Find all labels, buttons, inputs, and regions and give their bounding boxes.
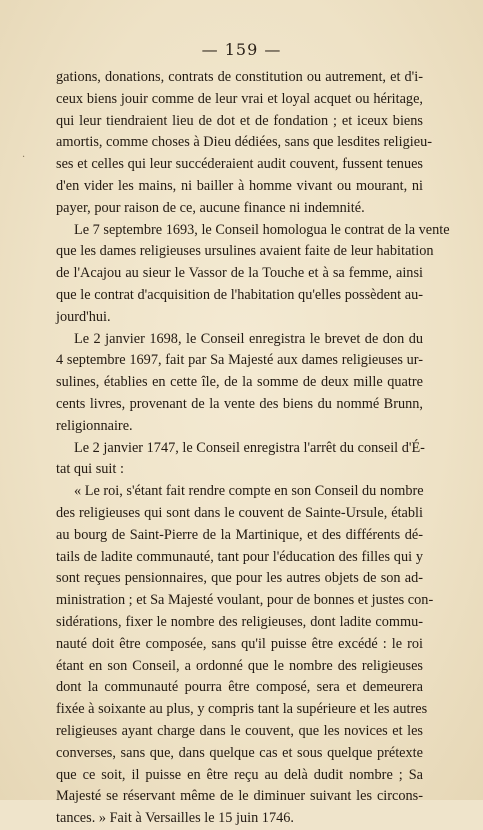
page-number-header: — 159 — (201, 40, 282, 59)
text-line: Majesté se réservant même de le diminuer suivant les circons- (56, 788, 423, 805)
text-line: cents livres, provenant de la vente des biens du nommé Brunn, (56, 395, 423, 412)
text-line: converses, sans que, dans quelque cas et sous quelque prétexte (56, 744, 423, 761)
text-line: Le 2 janvier 1698, le Conseil enregistra le brevet de don du (74, 330, 423, 347)
text-line: des religieuses qui sont dans le couvent de Sainte-Ursule, établi (56, 504, 423, 521)
body-text (56, 67, 450, 830)
margin-mark: · (22, 152, 26, 163)
text-line: tails de ladite communauté, tant pour l'éducation des filles qui y (56, 548, 423, 565)
text-line: sidérations, fixer le nombre des religieuses, dont ladite commu- (56, 613, 423, 630)
text-line: que ce soit, il puisse en être reçu au delà dudit nombre ; Sa (56, 766, 423, 783)
paragraph-3 (56, 329, 423, 438)
text-line: religieuses ayant charge dans le couvent, que les novices et les (56, 722, 423, 739)
text-line: « Le roi, s'étant fait rendre compte en son Conseil du nombre (74, 483, 424, 500)
text-line: d'en vider les mains, ni bailler à homme vivant ou mourant, ni (56, 177, 423, 194)
text-line: tat qui suit : (56, 461, 124, 478)
paragraph-4 (56, 438, 423, 482)
text-line: gations, donations, contrats de constitution ou autrement, et d'i- (56, 69, 423, 85)
text-line: Le 7 septembre 1693, le Conseil homologua le contrat de la vente (74, 221, 450, 238)
text-line: 4 septembre 1697, fait par Sa Majesté aux dames religieuses ur- (56, 352, 423, 369)
text-line: de l'Acajou au sieur le Vassor de la Touche et à sa femme, ainsi (56, 265, 423, 282)
text-line: sont reçues pensionnaires, que pour les autres objets de son ad- (56, 570, 423, 587)
text-line: étant en son Conseil, a ordonné que le nombre des religieuses (56, 657, 423, 674)
text-line: religionnaire. (56, 417, 133, 434)
text-line: au bourg de Saint-Pierre de la Martinique, et des différents dé- (56, 526, 423, 543)
text-line: ses et celles qui leur succéderaient audit couvent, fussent tenues (56, 156, 423, 173)
paragraph-5-quotation (56, 481, 434, 830)
text-line: amortis, comme choses à Dieu dédiées, sans que lesdites religieu- (56, 134, 432, 151)
text-line: sulines, établies en cette île, de la somme de deux mille quatre (56, 374, 423, 391)
text-line: fixée à soixante au plus, y compris tant la supérieure et les autres (56, 701, 428, 718)
text-line: nauté doit être composée, sans qu'il puisse être excédé : le roi (56, 635, 423, 652)
text-line: jourd'hui. (56, 308, 111, 325)
text-line: dont la communauté pourra être composé, sera et demeurera (56, 679, 423, 696)
paragraph-1 (56, 67, 432, 220)
paragraph-2 (56, 220, 450, 329)
text-line: que les dames religieuses ursulines avaient faite de leur habitation (56, 243, 434, 260)
text-line: ministration ; et Sa Majesté voulant, pour de bonnes et justes con- (56, 592, 434, 609)
text-line: payer, pour raison de ce, aucune finance ni indemnité. (56, 199, 365, 216)
text-line: ceux biens jouir comme de leur vrai et loyal acquet ou héritage, (56, 90, 423, 107)
text-line: tances. » Fait à Versailles le 15 juin 1746. (56, 810, 294, 827)
text-line: Le 2 janvier 1747, le Conseil enregistra l'arrêt du conseil d'É- (74, 439, 425, 456)
text-line: que le contrat d'acquisition de l'habitation qu'elles possèdent au- (56, 286, 423, 303)
text-line: qui leur tiendraient lieu de dot et de fondation ; et iceux biens (56, 112, 423, 129)
